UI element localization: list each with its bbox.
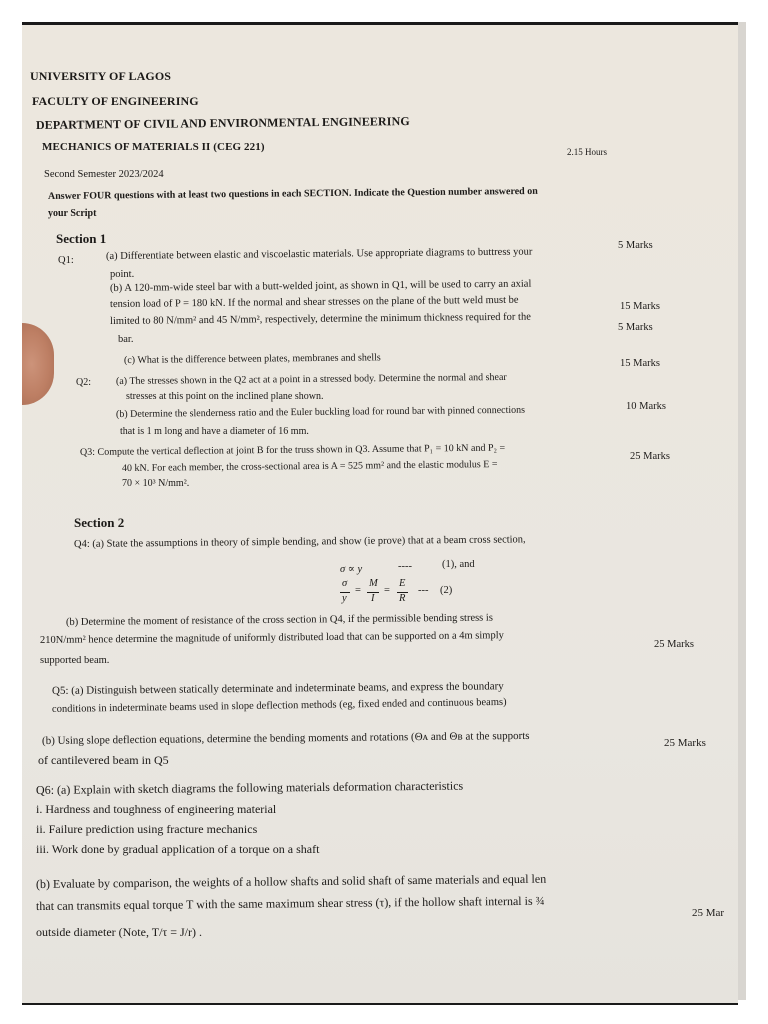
q6-b-line-3: outside diameter (Note, T/τ = J/r) . [36,925,202,939]
q4-b-line-1: (b) Determine the moment of resistance of the cross section in Q4, if the permissible bending stress is [65,612,493,628]
q5-b-line-1: (b) Using slope deflection equations, determine the bending moments and rotations (Θᴀ and Θʙ at the supports [41,729,530,747]
q4-b-line-2: 210N/mm² hence determine the magnitude of uniformly distributed load that can be supported on a 4m simply [39,630,504,646]
equation-2-number: (2) [440,585,453,596]
q4-b-line-3: supported beam. [40,655,110,666]
q1-c-line: (c) What is the difference between plates, membranes and shells [123,352,381,366]
equation-1-dash: ---- [398,561,412,572]
thumb-shadow [22,323,54,405]
course-title: MECHANICS OF MATERIALS II (CEG 221) [42,141,265,153]
frac-e-den: R [399,593,406,604]
q6-item-ii: ii. Failure prediction using fracture mechanics [36,822,258,836]
q1-b-line-4: bar. [118,334,134,345]
q5-b-line-2: of cantilevered beam in Q5 [38,753,169,767]
frac-e-num: E [399,578,406,589]
q3-line-2: 40 kN. For each member, the cross-sectional area is A = 525 mm² and the elastic modulus E = [121,459,498,474]
q1-label: Q1: [58,255,74,266]
q2-b-line-1: (b) Determine the slenderness ratio and the Euler buckling load for round bar with pinned connections [115,404,526,420]
q3-line-3: 70 × 10³ N/mm². [122,478,190,489]
q1-c-marks: 5 Marks [618,322,653,333]
exam-duration: 2.15 Hours [567,147,607,157]
q6-a-line-1: Q6: (a) Explain with sketch diagrams the following materials deformation characteristics [35,778,464,797]
q1-b-line-3: limited to 80 N/mm² and 45 N/mm², respectively, determine the minimum thickness required for the [109,311,531,327]
q1-a-marks: 5 Marks [618,240,653,251]
equation-2-dash: --- [418,585,429,596]
equation-2 [340,578,500,612]
q1-a-line-1: (a) Differentiate between elastic and viscoelastic materials. Use appropriate diagrams to buttress your [105,246,533,262]
equals-sign: = [355,585,361,596]
university-title: UNIVERSITY OF LAGOS [30,69,172,83]
q6-item-i: i. Hardness and toughness of engineering material [36,802,277,816]
q2-b-marks: 10 Marks [626,401,666,412]
instructions-line-2: your Script [48,208,97,219]
q3-marks: 25 Marks [630,451,670,462]
q6-marks: 25 Mar [692,907,725,919]
q2-b-line-2: that is 1 m long and have a diameter of 16 mm. [120,426,309,437]
equation-1-number: (1), and [442,559,475,570]
frac-m-num: M [369,578,378,589]
q3-line-1: Q3: Compute the vertical deflection at joint B for the truss shown in Q3. Assume that P₁ = 10 kN and P₂ = [79,442,506,458]
q6-b-line-1: (b) Evaluate by comparison, the weights of a hollow shafts and solid shaft of same materials and equal len [35,871,547,891]
frac-sigma-num: σ [342,578,348,589]
faculty-title: FACULTY OF ENGINEERING [32,94,199,108]
q1-b-line-1: (b) A 120-mm-wide steel bar with a butt-welded joint, as shown in Q1, will be used to carry an axial [109,278,532,294]
semester-label: Second Semester 2023/2024 [44,169,164,180]
department-title: DEPARTMENT OF CIVIL AND ENVIRONMENTAL ENGINEERING [35,114,410,132]
q1-b-marks: 15 Marks [620,301,660,312]
frac-sigma-den: y [342,593,347,604]
q2-a-marks: 15 Marks [620,358,660,369]
q2-label: Q2: [76,377,91,388]
equation-1-lhs: σ ∝ y [340,564,363,575]
q2-a-line-1: (a) The stresses shown in the Q2 act at a point in a stressed body. Determine the normal and shear [115,371,507,387]
q6-b-line-2: that can transmits equal torque T with the same maximum shear stress (τ), if the hollow shaft internal is ¾ [35,893,545,913]
q5-a-line-1: Q5: (a) Distinguish between statically determinate and indeterminate beams, and express the boundary [51,680,504,697]
q5-marks: 25 Marks [664,737,706,749]
q1-a-line-2: point. [110,269,135,280]
page-edge [738,22,746,1000]
q1-b-line-2: tension load of P = 180 kN. If the normal and shear stresses on the plane of the butt weld must be [109,294,519,310]
instructions-line-1: Answer FOUR questions with at least two questions in each SECTION. Indicate the Question number answered on [47,185,538,202]
q4-a-line-1: Q4: (a) State the assumptions in theory of simple bending, and show (ie prove) that at a beam cross section, [73,534,526,550]
q5-a-line-2: conditions in indeterminate beams used in slope deflection methods (eg, fixed ended and continuous beams) [51,696,507,715]
section-1-title: Section 1 [56,231,107,246]
equals-sign: = [384,585,390,596]
section-2-title: Section 2 [74,515,125,530]
frac-m-den: I [371,593,375,604]
exam-paper [22,22,738,1005]
q2-a-line-2: stresses at this point on the inclined plane shown. [126,391,324,402]
q6-item-iii: iii. Work done by gradual application of a torque on a shaft [36,842,320,856]
q4-marks: 25 Marks [654,639,694,650]
